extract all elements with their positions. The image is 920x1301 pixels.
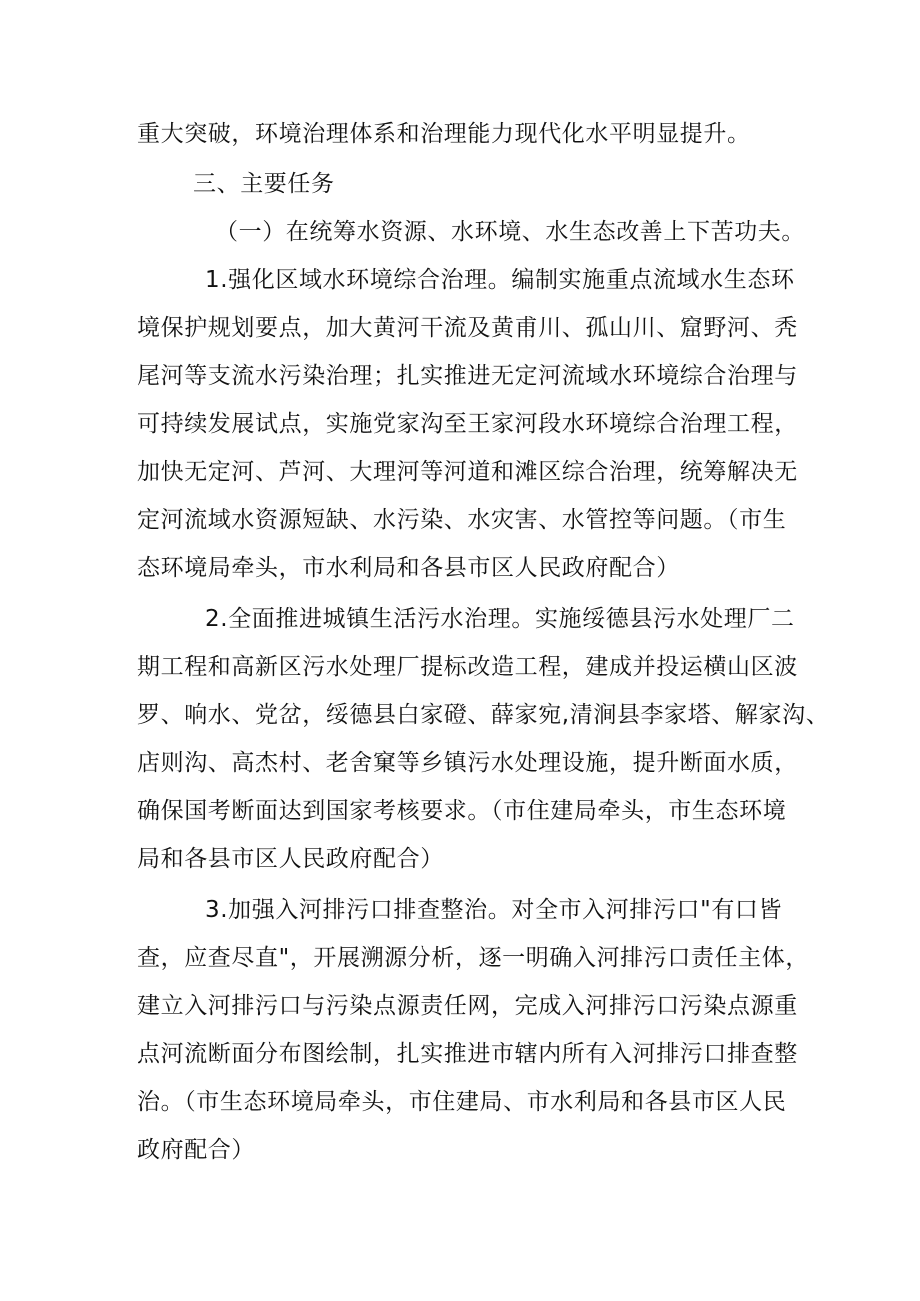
paragraph-line: 局和各县市区人民政府配合） — [137, 846, 444, 872]
paragraph-line: 查，应查尽直"，开展溯源分析，逐一明确入河排污口责任主体， — [137, 945, 809, 971]
paragraph-line: 点河流断面分布图绘制，扎实推进市辖内所有入河排污口排查整 — [137, 1041, 798, 1067]
paragraph-line: 尾河等支流水污染治理；扎实推进无定河流域水环境综合治理与 — [137, 363, 798, 389]
paragraph-line: 态环境局牵头，市水利局和各县市区人民政府配合） — [137, 555, 680, 581]
paragraph-line: 定河流域水资源短缺、水污染、水灾害、水管控等问题。（市生 — [137, 507, 787, 533]
section-heading: 三、主要任务 — [193, 171, 335, 197]
paragraph-line: 境保护规划要点，加大黄河干流及黄甫川、孤山川、窟野河、秃 — [137, 315, 798, 341]
paragraph-line: 罗、响水、党岔，绥德县白家磴、薛家宛,清涧县李家塔、解家沟、 — [137, 702, 830, 728]
paragraph-line: 治。（市生态环境局牵头，市住建局、市水利局和各县市区人民 — [137, 1089, 787, 1115]
paragraph-line: 店则沟、高杰村、老舍窠等乡镇污水处理设施，提升断面水质， — [137, 750, 798, 776]
paragraph-line: 政府配合） — [137, 1137, 255, 1163]
paragraph-line: 2.全面推进城镇生活污水治理。实施绥德县污水处理厂二 — [205, 606, 795, 632]
paragraph-line: 3.加强入河排污口排查整治。对全市入河排污口"有口皆 — [205, 897, 783, 923]
paragraph-line: 建立入河排污口与污染点源责任网，完成入河排污口污染点源重 — [137, 993, 798, 1019]
paragraph-line: 可持续发展试点，实施党家沟至王家河段水环境综合治理工程， — [137, 411, 798, 437]
paragraph-line: 1.强化区域水环境综合治理。编制实施重点流域水生态环 — [205, 267, 795, 293]
paragraph-line: 确保国考断面达到国家考核要求。（市住建局牵头，市生态环境 — [137, 798, 787, 824]
paragraph-line: 期工程和高新区污水处理厂提标改造工程，建成并投运横山区波 — [137, 654, 798, 680]
subsection-heading: （一）在统筹水资源、水环境、水生态改善上下苦功夫。 — [215, 219, 805, 245]
paragraph-line: 重大突破，环境治理体系和治理能力现代化水平明显提升。 — [137, 121, 751, 147]
paragraph-line: 加快无定河、芦河、大理河等河道和滩区综合治理，统筹解决无 — [137, 459, 798, 485]
